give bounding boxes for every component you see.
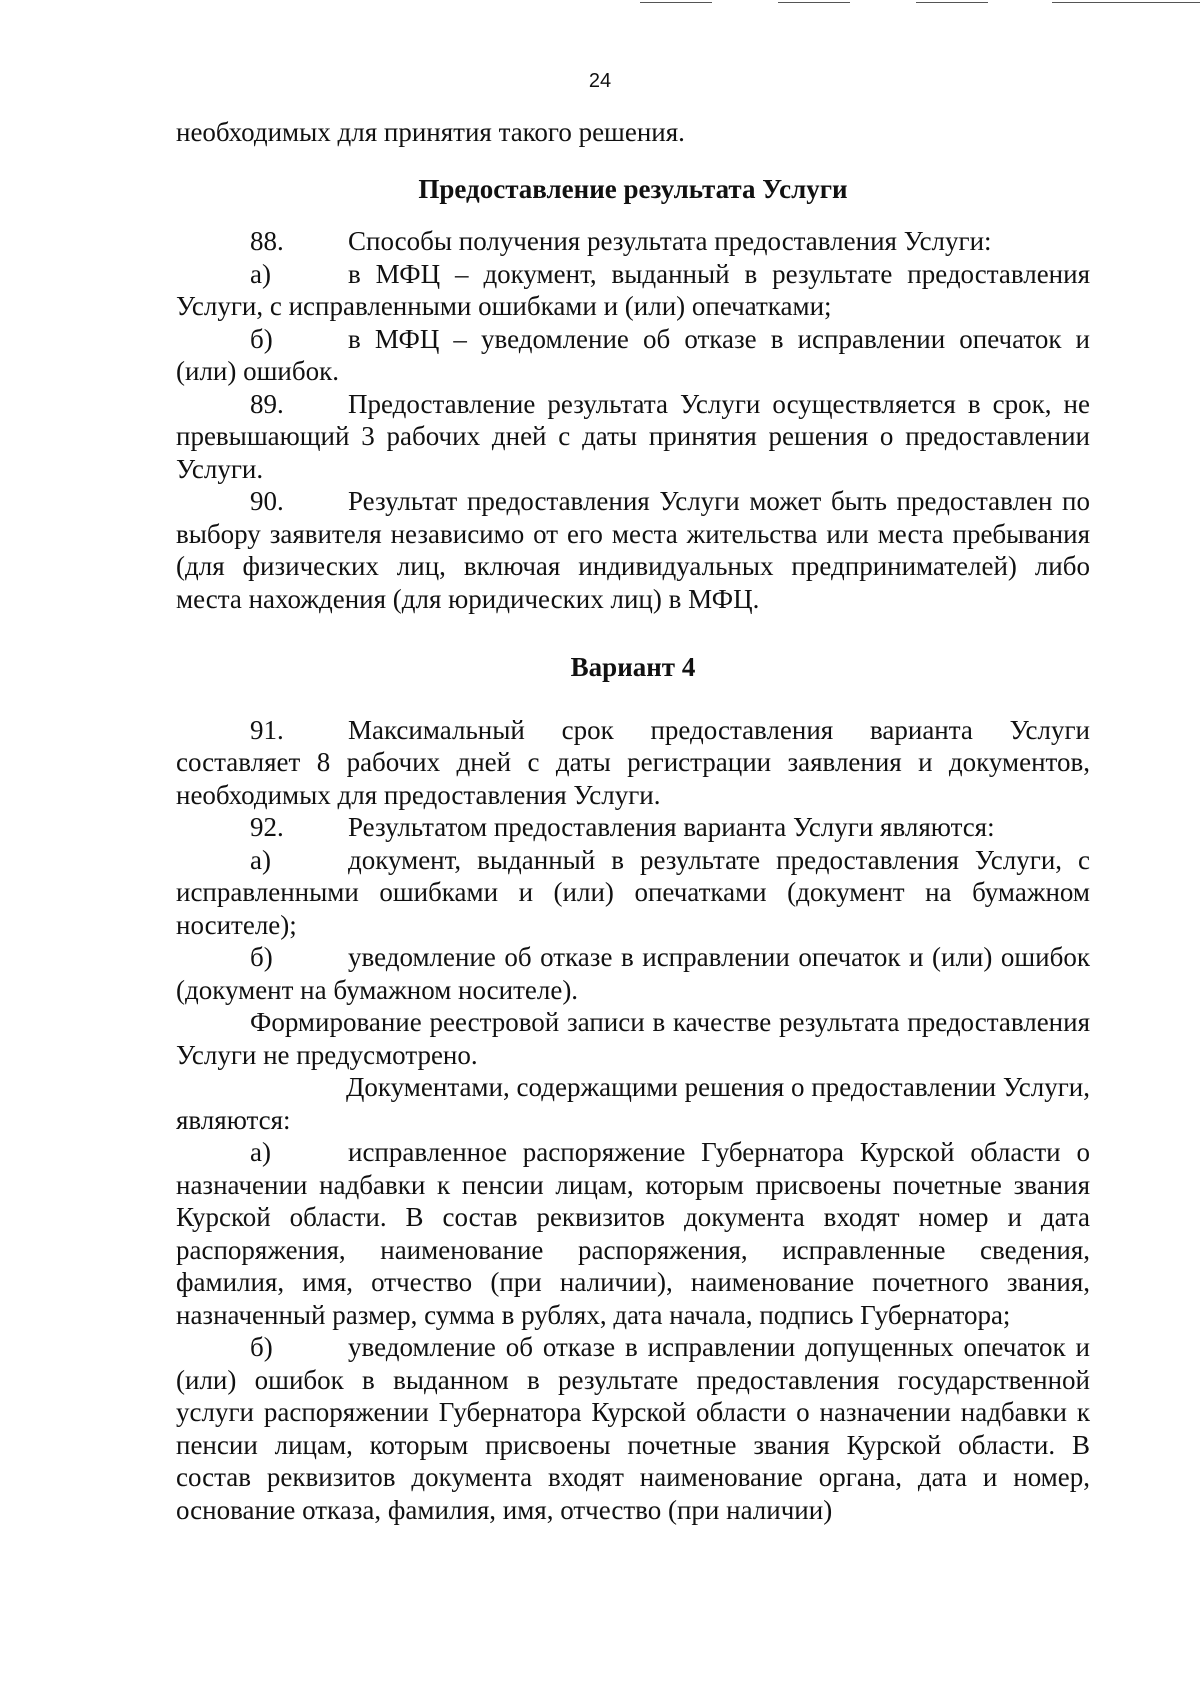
paragraph-text: в МФЦ – уведомление об отказе в исправлении опечаток и (или) ошибок. xyxy=(176,323,1090,386)
list-marker: б) xyxy=(250,1332,273,1362)
paragraph-decision-documents: Документами, содержащими решения о предоставлении Услуги, являются: xyxy=(176,1072,1090,1135)
paragraph-number: 90. xyxy=(250,486,284,516)
paragraph-text: исправленное распоряжение Губернатора Курской области о назначении надбавки к пенсии лицам, которым присвоены почетные звания Курской области. В состав реквизитов документа входят номер и дата распоряжения, наименование распоряжения, исправленные сведения, фамилия, имя, отчество (при наличии), наименование почетного звания, назначенный размер, сумма в рублях, дата начала, подпись Губернатора; xyxy=(176,1137,1090,1330)
paragraph-89 xyxy=(176,388,1090,486)
paragraph-number: 92. xyxy=(250,812,284,842)
paragraph-92-a xyxy=(176,844,1090,942)
paragraph-text: в МФЦ – документ, выданный в результате предоставления Услуги, с исправленными ошибками и (или) опечатками; xyxy=(176,258,1090,321)
scan-mark xyxy=(1052,2,1200,3)
paragraph-number: 89. xyxy=(250,388,284,419)
list-marker: а) xyxy=(250,258,271,289)
document-body xyxy=(176,116,1090,1526)
paragraph-text: Максимальный срок предоставления варианта Услуги составляет 8 рабочих дней с даты регистрации заявления и документов, необходимых для предоставления Услуги. xyxy=(176,714,1090,810)
paragraph-doc-b xyxy=(176,1331,1090,1526)
paragraph-number: 88. xyxy=(250,226,284,256)
paragraph-text: уведомление об отказе в исправлении допущенных опечаток и (или) ошибок в выданном в результате предоставления государственной услуги распоряжении Губернатора Курской области о назначении надбавки к пенсии лицам, которым присвоены почетные звания Курской области. В состав реквизитов документа входят наименование органа, дата и номер, основание отказа, фамилия, имя, отчество (при наличии) xyxy=(176,1332,1090,1525)
paragraph-text: документ, выданный в результате предоставления Услуги, с исправленными ошибками и (или) опечатками (документ на бумажном носителе); xyxy=(176,844,1090,940)
paragraph-88 xyxy=(176,225,1090,258)
list-marker: б) xyxy=(250,942,273,972)
paragraph-text: уведомление об отказе в исправлении опечаток и (или) ошибок (документ на бумажном носителе). xyxy=(176,942,1090,1005)
section-heading-variant-4: Вариант 4 xyxy=(570,652,696,682)
paragraph-text: Результатом предоставления варианта Услуги являются: xyxy=(348,812,995,842)
paragraph-90 xyxy=(176,485,1090,615)
page-number: 24 xyxy=(588,70,612,92)
list-marker: б) xyxy=(250,323,273,354)
paragraph-88-b xyxy=(176,323,1090,388)
continued-paragraph: необходимых для принятия такого решения. xyxy=(176,117,685,147)
paragraph-text: Способы получения результата предоставления Услуги: xyxy=(348,226,992,256)
paragraph-88-a xyxy=(176,258,1090,323)
paragraph-registry-record: Формирование реестровой записи в качестве результата предоставления Услуги не предусмотрено. xyxy=(176,1007,1090,1070)
list-marker: а) xyxy=(250,844,271,875)
paragraph-91 xyxy=(176,714,1090,812)
scan-mark xyxy=(916,2,988,3)
scan-mark xyxy=(640,2,712,3)
paragraph-doc-a xyxy=(176,1136,1090,1331)
paragraph-text: Предоставление результата Услуги осуществляется в срок, не превышающий 3 рабочих дней с даты принятия решения о предоставлении Услуги. xyxy=(176,388,1090,484)
paragraph-number: 91. xyxy=(250,714,284,745)
scan-mark xyxy=(778,2,850,3)
section-heading-result: Предоставление результата Услуги xyxy=(418,173,848,204)
paragraph-92 xyxy=(176,811,1090,844)
paragraph-92-b xyxy=(176,941,1090,1006)
paragraph-text: Результат предоставления Услуги может быть предоставлен по выбору заявителя независимо от его места жительства или места пребывания (для физических лиц, включая индивидуальных предпринимателей) либо места нахождения (для юридических лиц) в МФЦ. xyxy=(176,486,1090,614)
scan-edge-marks xyxy=(0,0,1200,6)
list-marker: а) xyxy=(250,1137,271,1167)
